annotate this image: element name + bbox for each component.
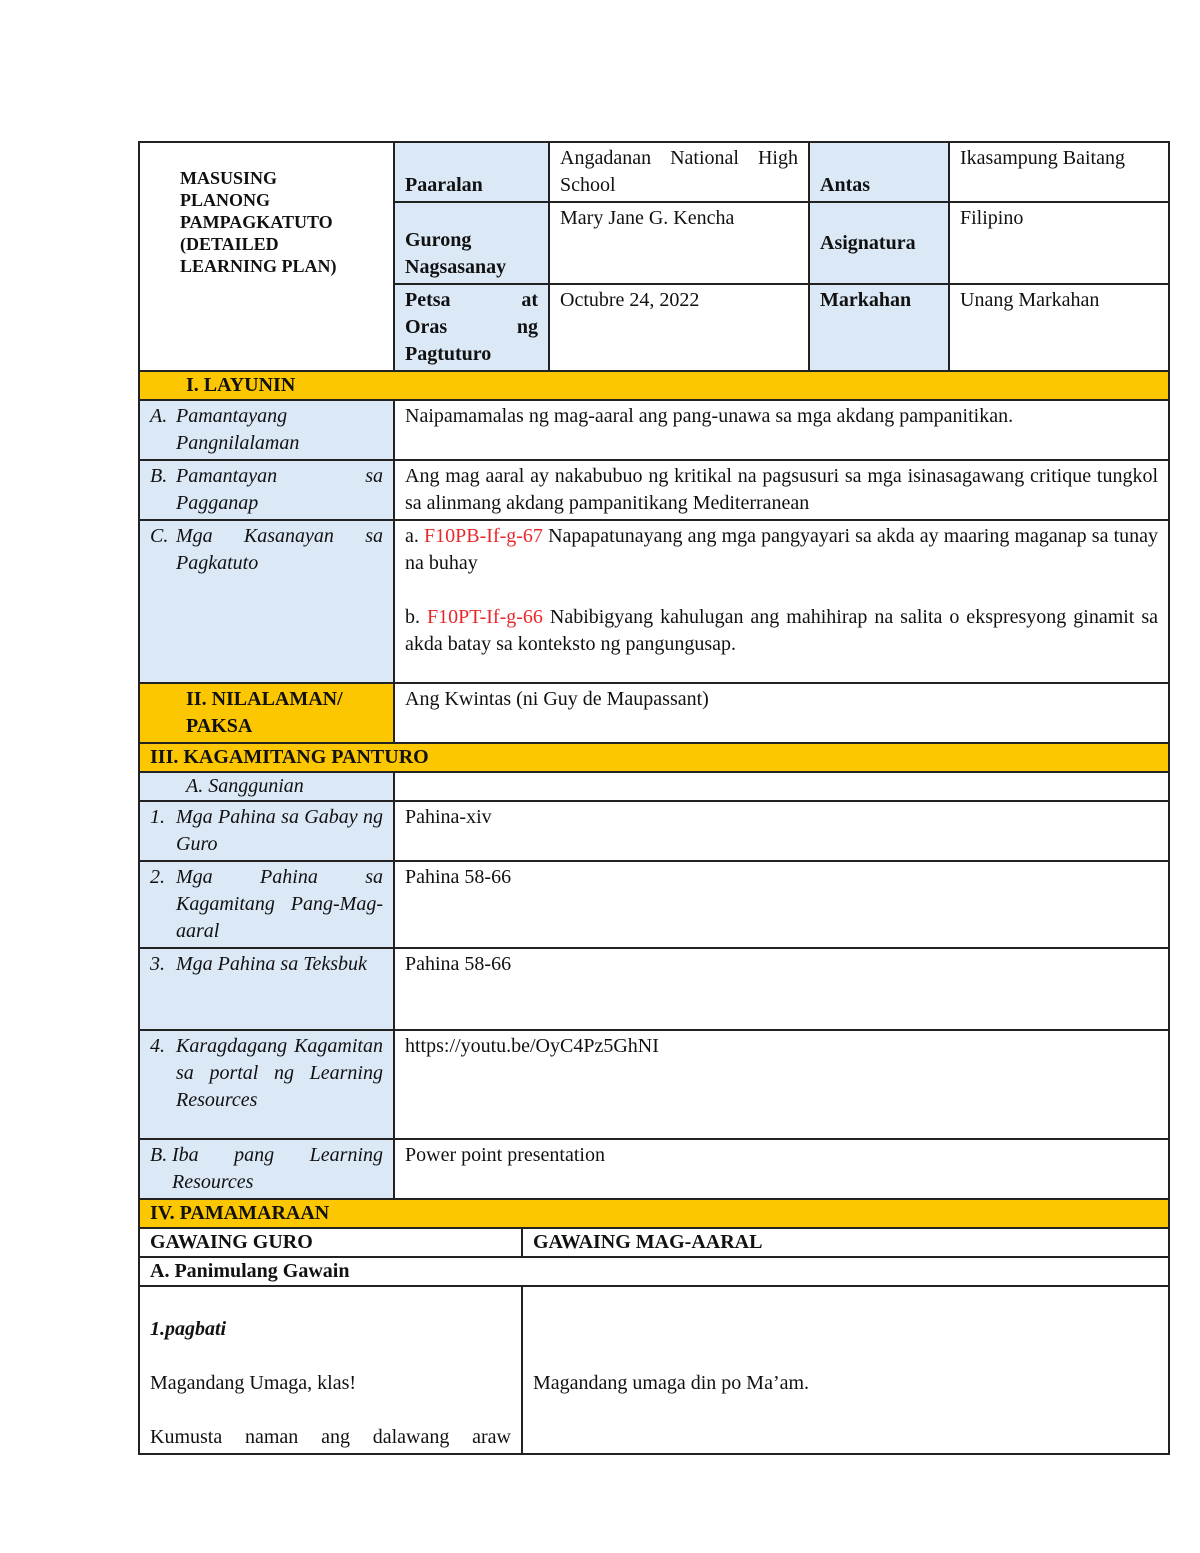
gabay-ng-guro-label: 1. Mga Pahina sa Gabay ng Guro — [139, 801, 394, 861]
iba-pang-resources-value: Power point presentation — [394, 1139, 1169, 1199]
guro-label: Gurong Nagsasanay — [394, 202, 549, 284]
guro-value: Mary Jane G. Kencha — [549, 202, 809, 284]
kasanayan-value — [394, 520, 1169, 683]
pamantayang-pangnilalaman-value: Naipamamalas ng mag-aaral ang pang-unawa sa mga akdang pampanitikan. — [394, 400, 1169, 460]
sanggunian-value — [394, 772, 1169, 801]
iba-pang-resources-label: B. Iba pang Learning Resources — [139, 1139, 394, 1199]
kasanayan-item-b: b. F10PT-If-g-66 Nabibigyang kahulugan ang mahihirap na salita o ekspresyong ginamit sa akda batay sa konteksto ng pangungusap. — [405, 606, 1158, 655]
markahan-label: Markahan — [809, 284, 949, 371]
pamantayan-sa-pagganap-value: Ang mag aaral ay nakabubuo ng kritikal na pagsusuri sa mga isinasagawang critique tungkol sa alinmang akdang pampanitikang Mediterranean — [394, 460, 1169, 520]
mag-aaral-response: Magandang umaga din po Ma’am. — [533, 1372, 810, 1394]
competency-code: F10PT-If-g-66 — [426, 606, 543, 628]
youtube-link[interactable]: https://youtu.be/OyC4Pz5GhNI — [394, 1030, 1169, 1139]
pagbati-heading: 1.pagbati — [150, 1318, 227, 1340]
nilalaman-value: Ang Kwintas (ni Guy de Maupassant) — [394, 683, 1169, 743]
pamamaraan-table — [138, 1227, 1170, 1455]
layunin-heading: I. LAYUNIN — [139, 371, 1169, 400]
pamantayang-pangnilalaman-label: A. Pamantayang Pangnilalaman — [139, 400, 394, 460]
nilalaman-heading: II. NILALAMAN/ PAKSA — [139, 683, 394, 743]
gawaing-guro-header: GAWAING GURO — [139, 1228, 522, 1257]
kagamitang-pang-mag-aaral-label: 2. Mga Pahina sa Kagamitang Pang-Mag-aaral — [139, 861, 394, 948]
antas-label: Antas — [809, 142, 949, 202]
sanggunian-label: A. Sanggunian — [139, 772, 394, 801]
kagamitang-pang-mag-aaral-value: Pahina 58-66 — [394, 861, 1169, 948]
teksbuk-value: Pahina 58-66 — [394, 948, 1169, 1030]
paaralan-label: Paaralan — [394, 142, 549, 202]
gawaing-mag-aaral-header: GAWAING MAG-AARAL — [522, 1228, 1169, 1257]
karagdagang-kagamitan-label: 4. Karagdagang Kagamitan sa portal ng Learning Resources — [139, 1030, 394, 1139]
markahan-value: Unang Markahan — [949, 284, 1169, 371]
petsa-label: Petsa at Oras ng Pagtuturo — [394, 284, 549, 371]
guro-question: Kumusta naman ang dalawang araw — [150, 1426, 511, 1448]
petsa-value: Octubre 24, 2022 — [549, 284, 809, 371]
kasanayan-item-a: a. F10PB-If-g-67 Napapatunayang ang mga pangyayari sa akda ay maaring maganap sa tunay na buhay — [405, 525, 1159, 574]
guro-greeting: Magandang Umaga, klas! — [150, 1372, 357, 1394]
pamamaraan-heading: IV. PAMAMARAAN — [139, 1199, 1169, 1228]
competency-code: F10PB-If-g-67 — [424, 525, 543, 547]
kagamitan-heading: III. KAGAMITANG PANTURO — [139, 743, 1169, 772]
document-title: MASUSING PLANONG PAMPAGKATUTO (DETAILED LEARNING PLAN) — [139, 142, 394, 371]
antas-value: Ikasampung Baitang — [949, 142, 1169, 202]
asignatura-label: Asignatura — [809, 202, 949, 284]
asignatura-value: Filipino — [949, 202, 1169, 284]
gawaing-mag-aaral-cell — [522, 1286, 1169, 1454]
kasanayan-label: C. Mga Kasanayan sa Pagkatuto — [139, 520, 394, 683]
gawaing-guro-cell — [139, 1286, 522, 1454]
teksbuk-label: 3. Mga Pahina sa Teksbuk — [139, 948, 394, 1030]
paaralan-value: Angadanan National High School — [549, 142, 809, 202]
lesson-plan-page — [138, 141, 1168, 1455]
panimulang-gawain-heading: A. Panimulang Gawain — [139, 1257, 1169, 1286]
gabay-ng-guro-value: Pahina-xiv — [394, 801, 1169, 861]
pamantayan-sa-pagganap-label: B. Pamantayan sa Pagganap — [139, 460, 394, 520]
lesson-plan-table — [138, 141, 1170, 1229]
